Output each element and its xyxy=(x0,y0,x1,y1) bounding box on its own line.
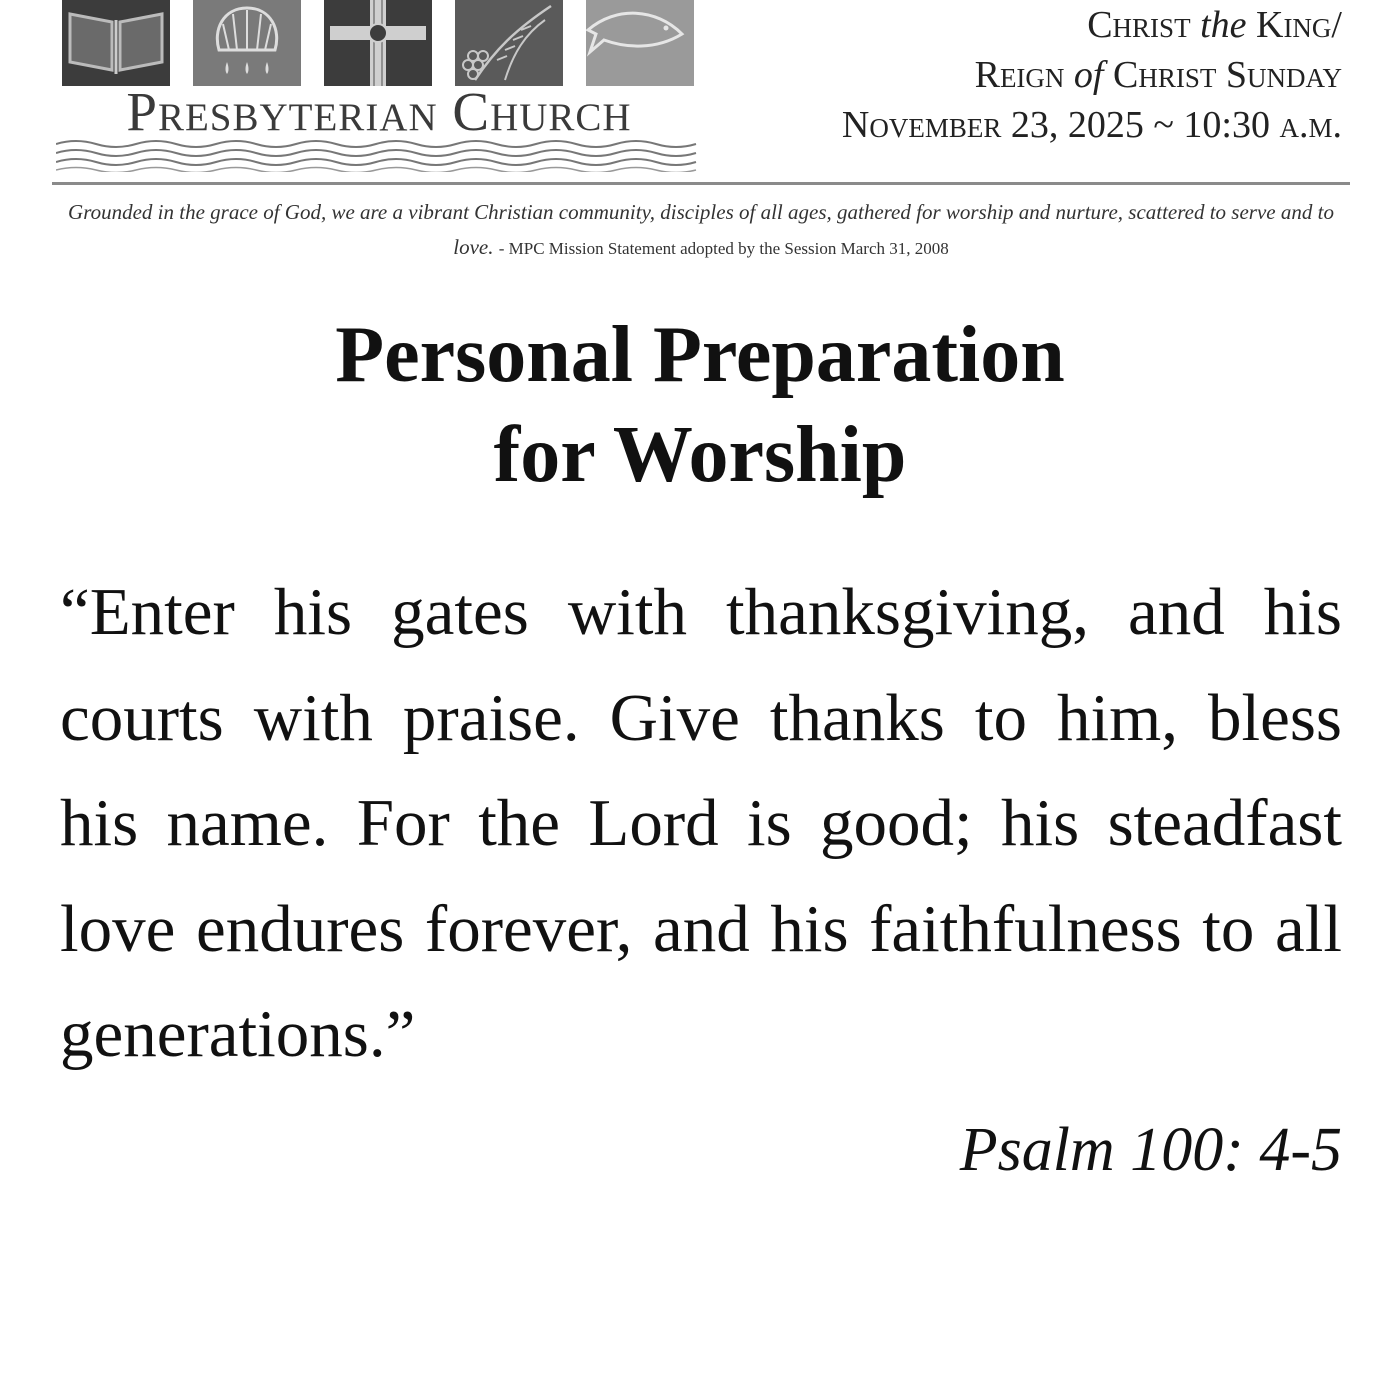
service-date: November 23, 2025 ~ 10:30 a.m. xyxy=(841,104,1342,146)
dove-shell-icon xyxy=(193,0,301,86)
page-title-line-2: for Worship xyxy=(493,411,907,499)
service-name-line-2 xyxy=(702,50,1342,100)
fish-icon xyxy=(586,0,694,86)
mission-attribution: - MPC Mission Statement adopted by the Session March 31, 2008 xyxy=(498,239,949,258)
scripture-quote: “Enter his gates with thanksgiving, and his courts with praise. Give thanks to him, bless his name. For the Lord is good; his steadfast love endures forever, and his faithfulness to all generations.” xyxy=(60,575,1342,1071)
service-name-text: Christ Sunday xyxy=(1103,54,1342,96)
service-name-italic: of xyxy=(1073,54,1104,96)
scripture-citation: Psalm 100: 4-5 xyxy=(959,1116,1342,1184)
page-title-line-1: Personal Preparation xyxy=(335,311,1065,399)
service-name-line-1 xyxy=(702,0,1342,50)
wheat-grapes-icon xyxy=(455,0,563,86)
mission-statement xyxy=(52,195,1350,266)
open-bible-icon xyxy=(62,0,170,86)
church-logo xyxy=(56,0,702,178)
cross-icon xyxy=(324,0,432,86)
header-divider xyxy=(52,182,1350,185)
church-name: Presbyterian Church xyxy=(126,81,632,142)
service-name-text: Reign xyxy=(974,54,1074,96)
service-name-text: King/ xyxy=(1246,4,1342,46)
mission-statement-text: Grounded in the grace of God, we are a vibrant Christian community, disciples of all ages, gathered for worship and nurture, scattered to serve and to love. xyxy=(68,200,1334,259)
service-info xyxy=(702,0,1342,150)
logo-waves xyxy=(56,138,702,172)
service-name-italic: the xyxy=(1200,4,1247,46)
logo-icon-row xyxy=(56,0,702,86)
page-title xyxy=(0,305,1400,505)
service-name-text: Christ xyxy=(1087,4,1201,46)
